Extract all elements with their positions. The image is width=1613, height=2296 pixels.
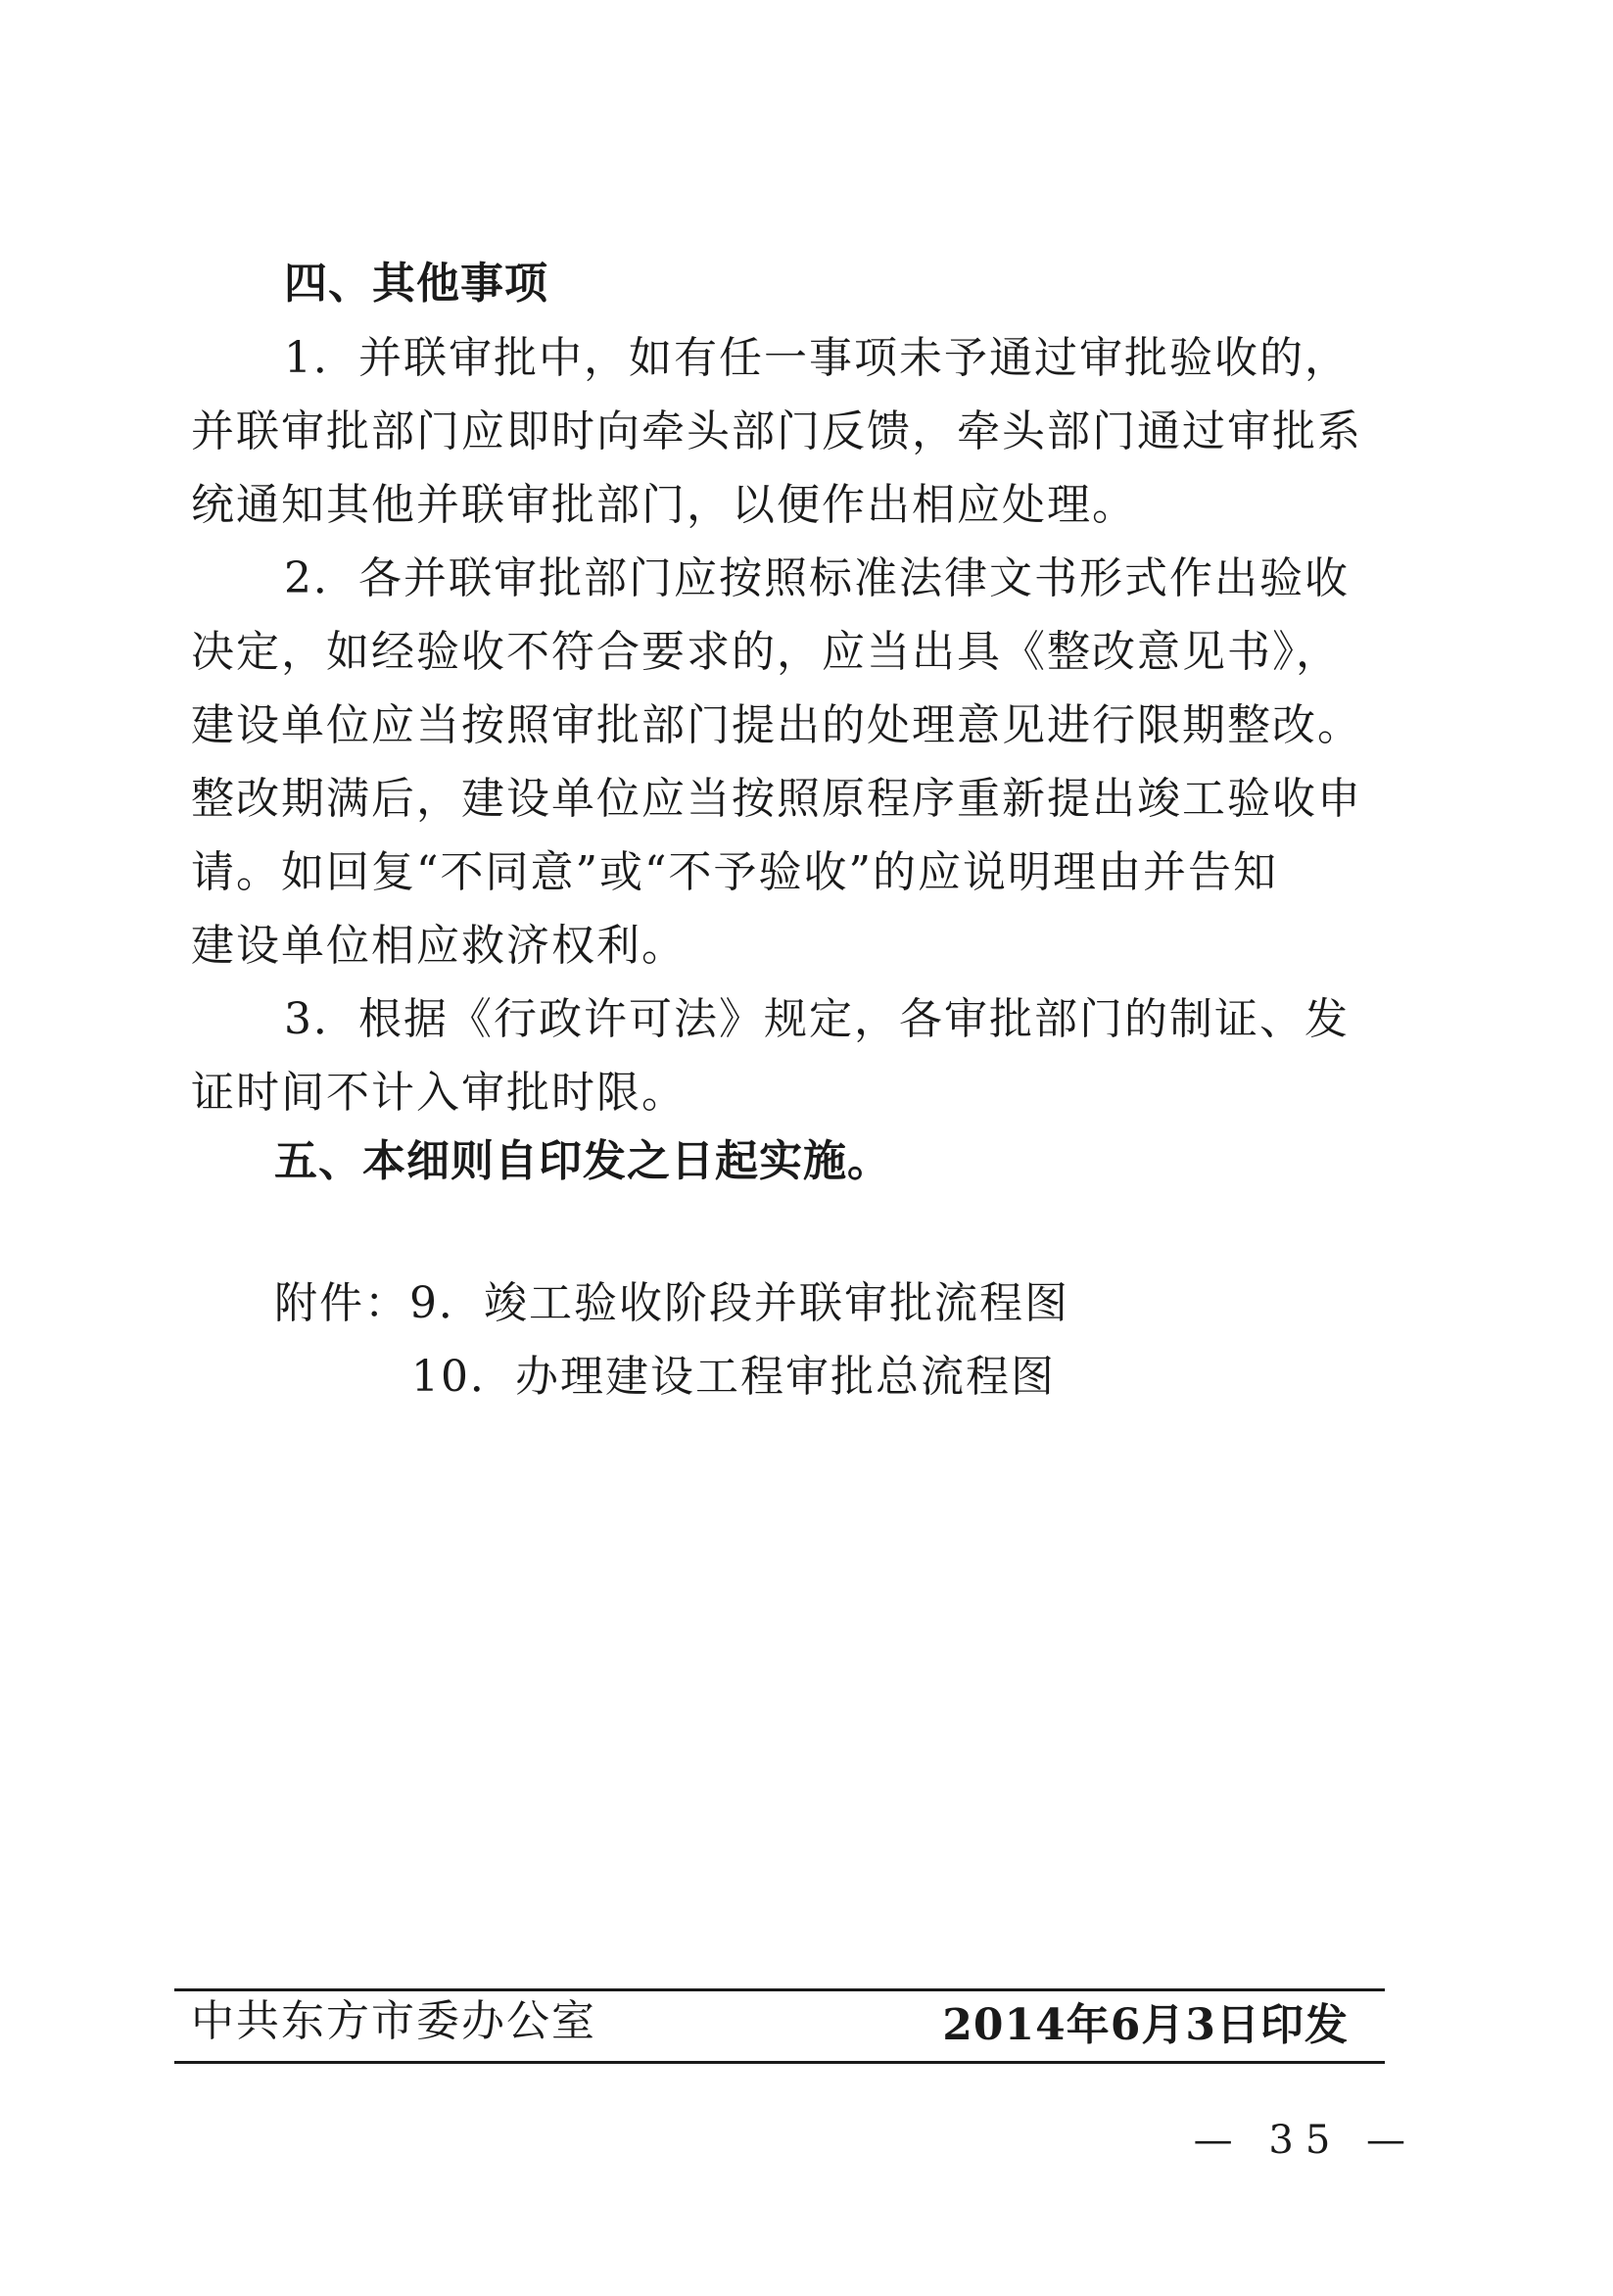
- footer-issuer: 中共东方市委办公室: [191, 1996, 596, 2046]
- item-2-line-5: 请。如回复“不同意”或“不予验收”的应说明理由并告知: [191, 847, 1278, 897]
- item-2-line-4: 整改期满后，建设单位应当按照原程序重新提出竣工验收申: [191, 774, 1362, 824]
- attachment-line-2: 10．办理建设工程审批总流程图: [411, 1352, 1056, 1402]
- item-2-line-3: 建设单位应当按照审批部门提出的处理意见进行限期整改。: [191, 700, 1362, 750]
- item-2-line-1: 2．各并联审批部门应按照标准法律文书形式作出验收: [284, 553, 1350, 603]
- page-number: — 35 —: [1193, 2118, 1417, 2163]
- footer-top-rule: [174, 1988, 1385, 1991]
- item-3-line-2: 证时间不计入审批时限。: [191, 1068, 687, 1118]
- item-1-line-2: 并联审批部门应即时向牵头部门反馈，牵头部门通过审批系: [191, 407, 1362, 456]
- item-3-line-1: 3．根据《行政许可法》规定，各审批部门的制证、发: [284, 994, 1350, 1044]
- item-1-line-3: 统通知其他并联审批部门，以便作出相应处理。: [191, 480, 1137, 530]
- section-4-heading: 四、其他事项: [284, 259, 548, 309]
- item-1-line-1: 1．并联审批中，如有任一事项未予通过审批验收的，: [284, 333, 1350, 383]
- item-2-line-2: 决定，如经验收不符合要求的，应当出具《整改意见书》，: [191, 627, 1341, 677]
- attachment-line-1: 附件：9．竣工验收阶段并联审批流程图: [274, 1278, 1069, 1328]
- footer-bottom-rule: [174, 2061, 1385, 2064]
- footer-date: 2014年6月3日印发: [942, 2000, 1349, 2050]
- item-2-line-6: 建设单位相应救济权利。: [191, 921, 687, 971]
- section-5-heading: 五、本细则自印发之日起实施。: [274, 1136, 891, 1186]
